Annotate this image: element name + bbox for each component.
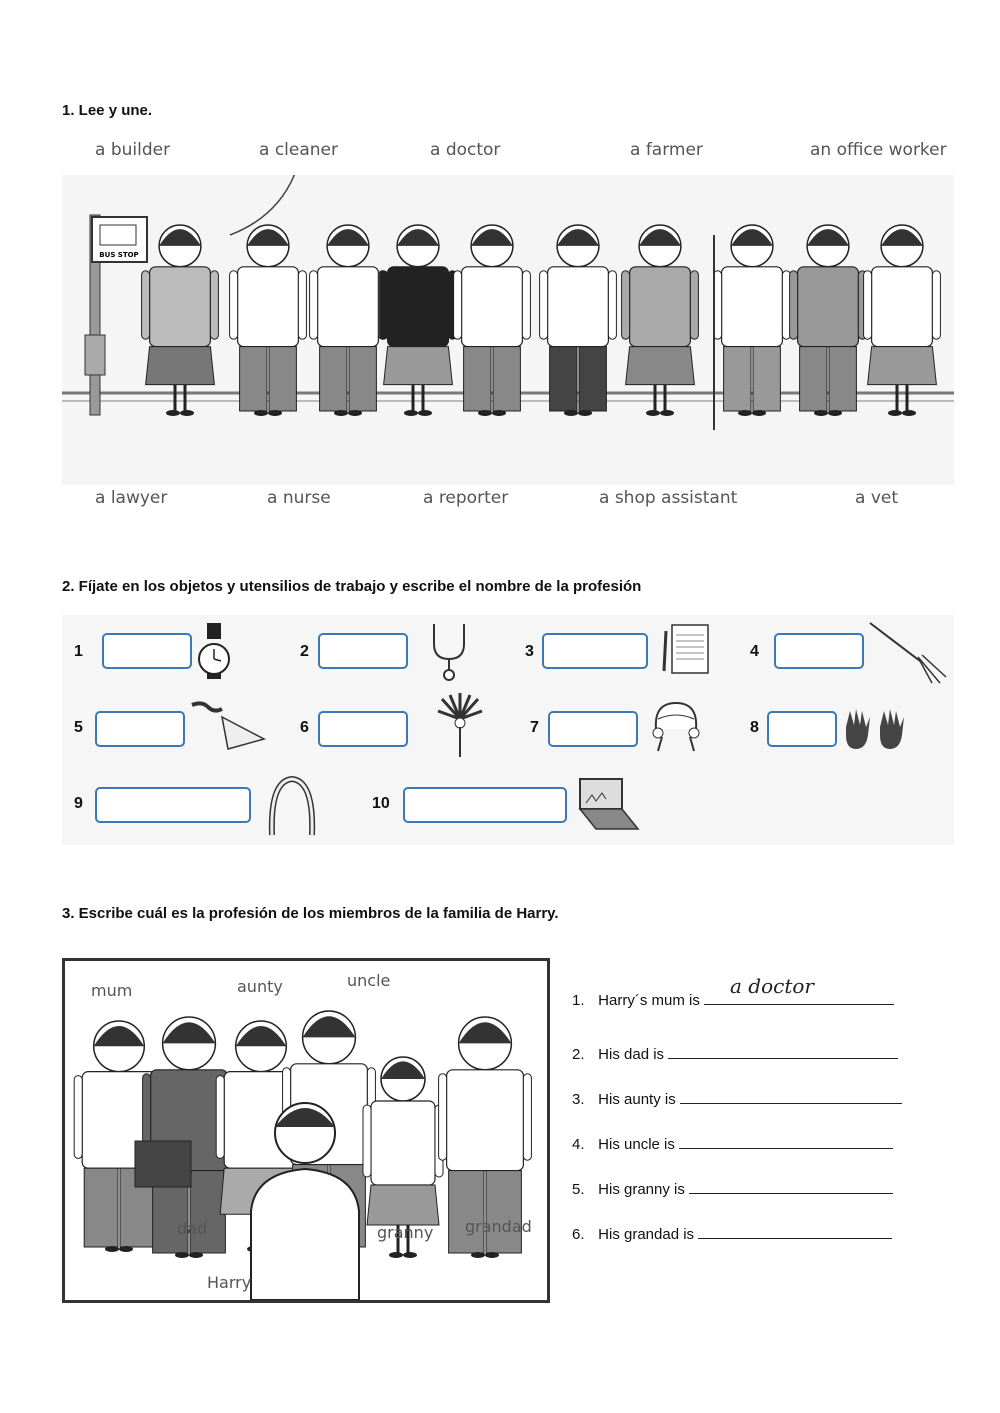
answer-box-10[interactable] [403,787,567,823]
task3-heading: 3. Escribe cuál es la profesión de los miembros de la familia de Harry. [62,905,559,922]
answer-box-1[interactable] [102,633,192,669]
question-4-text: His uncle is [598,1136,675,1153]
answer-line-6[interactable] [698,1222,892,1239]
label-uncle: uncle [347,971,391,990]
question-3-text: His aunty is [598,1091,676,1108]
label-reporter[interactable]: a reporter [423,488,509,508]
lawyer-wig-icon [650,699,702,760]
question-5-number: 5. [572,1181,585,1198]
pitchfork-icon [868,621,948,692]
answer-box-5[interactable] [95,711,185,747]
people-scene [62,175,954,485]
item-number-2: 2 [300,643,309,660]
answer-box-4[interactable] [774,633,864,669]
label-farmer[interactable]: a farmer [630,140,703,160]
person-farmer [714,225,791,416]
person-office-worker [622,225,699,416]
feather-duster-icon [434,693,486,764]
label-builder[interactable]: a builder [95,140,171,160]
question-4-number: 4. [572,1136,585,1153]
item-number-9: 9 [74,795,83,812]
answer-line-2[interactable] [668,1042,898,1059]
question-1-number: 1. [572,992,585,1009]
question-5-text: His granny is [598,1181,685,1198]
label-cleaner[interactable]: a cleaner [259,140,338,160]
question-4 [572,1132,893,1153]
answer-line-5[interactable] [689,1177,893,1194]
tape-measure-icon [266,775,318,842]
briefcase-icon [135,1141,191,1187]
question-1-text: Harry´s mum is [598,992,700,1009]
gloves-icon [842,705,910,758]
answer-1-handwriting: a doctor [730,974,814,998]
family-picture [62,958,550,1303]
label-aunty: aunty [237,977,283,996]
question-2-text: His dad is [598,1046,665,1063]
bus-stop-text: BUS STOP [99,251,139,259]
watch-icon [197,623,233,686]
person-doctor [864,225,941,416]
person-nurse [230,225,307,416]
question-2 [572,1042,898,1063]
bus-stop-sign [85,215,147,415]
answer-box-6[interactable] [318,711,408,747]
answer-box-3[interactable] [542,633,648,669]
answer-box-7[interactable] [548,711,638,747]
answer-box-8[interactable] [767,711,837,747]
label-shop-assistant[interactable]: a shop assistant [599,488,738,508]
item-number-6: 6 [300,719,309,736]
question-6-text: His grandad is [598,1226,695,1243]
tools-panel [62,615,954,845]
task1-heading: 1. Lee y une. [62,102,153,119]
stethoscope-icon [424,619,484,686]
person-reporter [540,225,617,416]
item-number-3: 3 [525,643,534,660]
label-harry: Harry [207,1273,252,1292]
label-lawyer[interactable]: a lawyer [95,488,168,508]
question-5 [572,1177,893,1198]
notepad-icon [660,621,714,682]
person-vet [454,225,531,416]
item-number-10: 10 [372,795,390,812]
label-mum: mum [91,981,133,1000]
label-grandad: grandad [465,1217,532,1236]
item-number-8: 8 [750,719,759,736]
question-3 [572,1087,902,1108]
person-cleaner [142,225,219,416]
label-granny: granny [377,1223,434,1242]
label-vet[interactable]: a vet [855,488,899,508]
answer-box-2[interactable] [318,633,408,669]
trowel-icon [188,699,268,760]
label-nurse[interactable]: a nurse [267,488,331,508]
person-shop-assistant [790,225,867,416]
item-number-4: 4 [750,643,759,660]
laptop-icon [576,775,640,836]
person-lawyer [380,225,457,416]
item-number-7: 7 [530,719,539,736]
label-dad: dad [177,1219,208,1238]
item-number-5: 5 [74,719,83,736]
label-doctor[interactable]: a doctor [430,140,501,160]
person-builder [310,225,387,416]
question-1 [572,974,894,1009]
question-2-number: 2. [572,1046,585,1063]
task2-heading: 2. Fíjate en los objetos y utensilios de trabajo y escribe el nombre de la profesión [62,578,642,595]
answer-line-3[interactable] [680,1087,902,1104]
question-6 [572,1222,892,1243]
answer-line-4[interactable] [679,1132,893,1149]
answer-line-1[interactable] [704,974,894,1005]
answer-box-9[interactable] [95,787,251,823]
question-6-number: 6. [572,1226,585,1243]
label-office-worker[interactable]: an office worker [810,140,947,160]
question-3-number: 3. [572,1091,585,1108]
item-number-1: 1 [74,643,83,660]
